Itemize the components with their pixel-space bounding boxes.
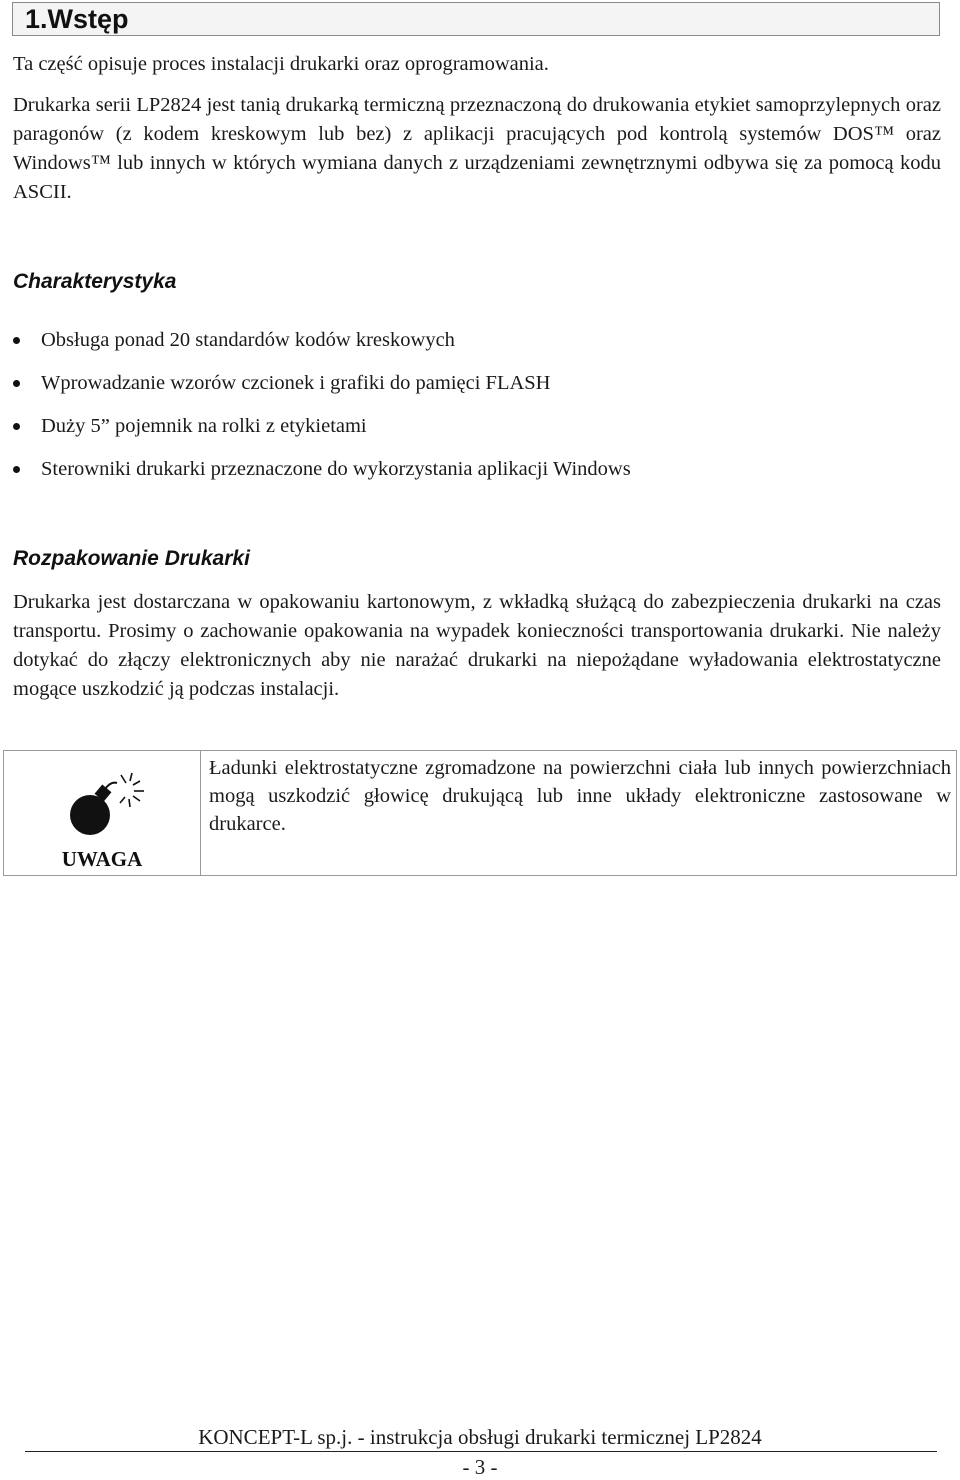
rozpakowanie-heading: Rozpakowanie Drukarki (13, 547, 250, 570)
rozpakowanie-paragraph: Drukarka jest dostarczana w opakowaniu kartonowym, z wkładką służącą do zabezpieczenia drukarki na czas transportu. Prosimy o zachowanie opakowania na wypadek konieczności transportowania drukarki. Nie należy dotykać do złączy elektronicznych aby nie narażać drukarki na niepożądane wyładowania elektrostatyczne mogące uszkodzić ją podczas instalacji. (13, 591, 941, 700)
section-title-box (12, 2, 940, 36)
intro-line: Ta część opisuje proces instalacji drukarki oraz oprogramowania. (13, 53, 549, 75)
list-item-text: Wprowadzanie wzorów czcionek i grafiki do pamięci FLASH (41, 372, 551, 394)
list-item (13, 412, 913, 455)
bullet-icon (13, 380, 20, 387)
warning-text: Ładunki elektrostatyczne zgromadzone na powierzchni ciała lub innych powierzchniach mogą uszkodzić głowicę drukującą lub inne układy elektroniczne zastosowane w drukarce. (209, 757, 951, 835)
list-item (13, 369, 913, 412)
warning-icon-cell (4, 751, 201, 875)
page-number: - 3 - (462, 1455, 498, 1479)
bullet-icon (13, 466, 20, 473)
bomb-icon (64, 771, 150, 841)
footer-text: KONCEPT-L sp.j. - instrukcja obsługi drukarki termicznej LP2824 (198, 1425, 762, 1449)
warning-label: UWAGA (61, 847, 143, 871)
intro-paragraph: Drukarka serii LP2824 jest tanią drukarką termiczną przeznaczoną do drukowania etykiet samoprzylepnych oraz paragonów (z kodem kreskowym lub bez) z aplikacji pracujących pod kontrolą systemów DOS™ oraz Windows™ lub innych w których wymiana danych z urządzeniami zewnętrznymi odbywa się za pomocą kodu ASCII. (13, 94, 941, 203)
warning-box (3, 750, 957, 876)
list-item (13, 326, 913, 369)
list-item-text: Duży 5” pojemnik na rolki z etykietami (41, 415, 367, 437)
list-item-text: Obsługa ponad 20 standardów kodów kreskowych (41, 329, 455, 351)
feature-list (13, 326, 913, 498)
bullet-icon (13, 337, 20, 344)
charakterystyka-heading: Charakterystyka (13, 270, 177, 293)
footer-divider (25, 1451, 937, 1452)
bullet-icon (13, 423, 20, 430)
section-title: 1.Wstęp (25, 4, 129, 34)
list-item (13, 455, 913, 498)
list-item-text: Sterowniki drukarki przeznaczone do wykorzystania aplikacji Windows (41, 458, 631, 480)
